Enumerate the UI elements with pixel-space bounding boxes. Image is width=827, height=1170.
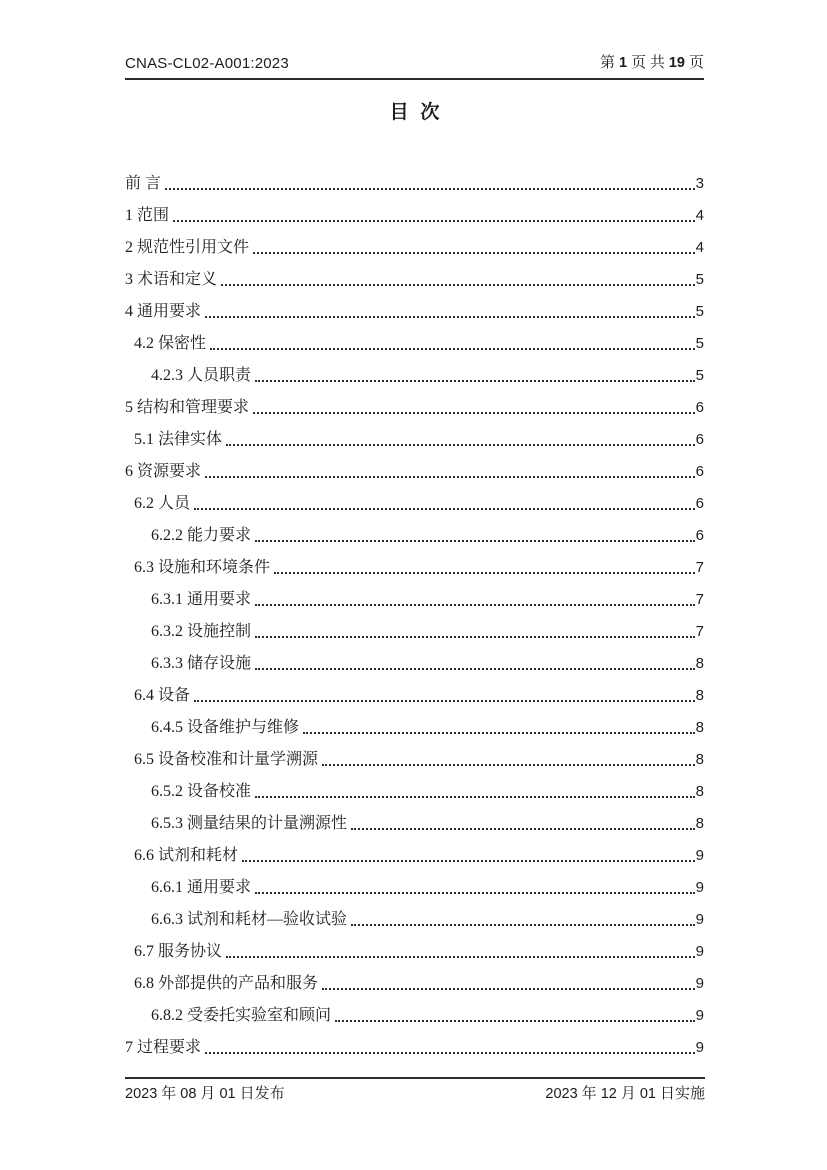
release-year: 2023 [125, 1086, 158, 1102]
toc-leader-dots [253, 252, 695, 254]
implement-year-unit: 年 [581, 1086, 597, 1102]
toc-leader-dots [255, 796, 695, 798]
toc-entry-page: 9 [695, 1039, 704, 1056]
toc-entry [125, 642, 704, 674]
current-page-number: 1 [619, 55, 628, 71]
toc-entry [125, 194, 704, 226]
document-code: CNAS-CL02-A001:2023 [125, 55, 289, 72]
toc-leader-dots [165, 188, 695, 190]
toc-leader-dots [221, 284, 695, 286]
toc-entry-title: 4.2.3 人员职责 [151, 367, 252, 384]
toc-entry-title: 6.3 设施和环境条件 [134, 559, 271, 576]
toc-entry-title: 3 术语和定义 [125, 271, 218, 288]
toc-leader-dots [253, 412, 695, 414]
toc-entry-title: 6.4 设备 [134, 687, 191, 704]
page-title: 目 次 [389, 102, 440, 123]
toc-entry-title: 6.6.3 试剂和耗材—验收试验 [151, 911, 348, 928]
implement-month-unit: 月 [620, 1086, 636, 1102]
toc-entry [125, 386, 704, 418]
toc-entry-page: 9 [695, 943, 704, 960]
toc-entry [125, 834, 704, 866]
toc-entry [125, 514, 704, 546]
toc-entry [125, 322, 704, 354]
toc-leader-dots [255, 892, 695, 894]
toc-entry-page: 4 [695, 239, 704, 256]
toc-entry [125, 450, 704, 482]
toc-entry-page: 6 [695, 463, 704, 480]
release-date [125, 1085, 285, 1103]
toc-entry-page: 7 [695, 623, 704, 640]
toc-entry [125, 162, 704, 194]
toc-entry-page: 9 [695, 879, 704, 896]
page-header [125, 55, 704, 80]
toc-leader-dots [205, 316, 695, 318]
toc-entry-title: 6.6 试剂和耗材 [134, 847, 239, 864]
toc-entry [125, 354, 704, 386]
page-indicator-prefix: 第 [599, 55, 615, 71]
page-indicator-infix: 页 共 [631, 55, 665, 71]
toc-entry-page: 7 [695, 559, 704, 576]
toc-entry [125, 930, 704, 962]
toc-entry-title: 6.3.2 设施控制 [151, 623, 252, 640]
toc-leader-dots [255, 540, 695, 542]
toc-entry [125, 482, 704, 514]
toc-entry-title: 1 范围 [125, 207, 170, 224]
toc-leader-dots [351, 924, 695, 926]
toc-entry [125, 898, 704, 930]
toc-entry-title: 6.8 外部提供的产品和服务 [134, 975, 319, 992]
total-page-number: 19 [668, 55, 685, 71]
toc-leader-dots [194, 700, 695, 702]
toc-entry-page: 8 [695, 687, 704, 704]
toc-entry-title: 6.3.1 通用要求 [151, 591, 252, 608]
toc-leader-dots [226, 444, 695, 446]
release-month-unit: 月 [200, 1086, 216, 1102]
toc-entry [125, 770, 704, 802]
toc-entry-page: 8 [695, 751, 704, 768]
implement-day-suffix: 日实施 [659, 1086, 705, 1102]
toc-leader-dots [255, 380, 695, 382]
toc-entry [125, 738, 704, 770]
release-month: 08 [180, 1086, 197, 1102]
toc-entry [125, 706, 704, 738]
toc-entry [125, 674, 704, 706]
page-number-indicator [600, 55, 704, 72]
toc-entry-page: 7 [695, 591, 704, 608]
toc-entry [125, 258, 704, 290]
implement-month: 12 [600, 1086, 617, 1102]
toc-entry-title: 4.2 保密性 [134, 335, 207, 352]
toc-entry-page: 8 [695, 815, 704, 832]
toc-entry-page: 5 [695, 367, 704, 384]
toc-entry [125, 290, 704, 322]
toc-entry-title: 6.8.2 受委托实验室和顾问 [151, 1007, 332, 1024]
toc-leader-dots [322, 764, 695, 766]
implement-day: 01 [639, 1086, 656, 1102]
toc-leader-dots [173, 220, 695, 222]
toc-leader-dots [210, 348, 695, 350]
toc-entry-page: 8 [695, 783, 704, 800]
toc-entry [125, 610, 704, 642]
toc-leader-dots [274, 572, 695, 574]
toc-entry-title: 6.5.2 设备校准 [151, 783, 252, 800]
toc-entry-page: 5 [695, 335, 704, 352]
toc-entry-page: 8 [695, 719, 704, 736]
toc-entry-page: 6 [695, 495, 704, 512]
toc-entry-page: 5 [695, 271, 704, 288]
toc-entry [125, 546, 704, 578]
release-day-suffix: 日发布 [239, 1086, 285, 1102]
toc-leader-dots [322, 988, 695, 990]
toc-entry-page: 9 [695, 911, 704, 928]
toc-leader-dots [255, 604, 695, 606]
implement-year: 2023 [545, 1086, 578, 1102]
toc-entry-page: 8 [695, 655, 704, 672]
toc-leader-dots [205, 476, 695, 478]
toc-leader-dots [205, 1052, 695, 1054]
toc-entry [125, 994, 704, 1026]
toc-entry-title: 5 结构和管理要求 [125, 399, 250, 416]
toc-entry-title: 6.3.3 储存设施 [151, 655, 252, 672]
toc-entry-page: 3 [695, 175, 704, 192]
page-indicator-suffix: 页 [688, 55, 704, 71]
toc-entry [125, 866, 704, 898]
toc-entry-title: 6.4.5 设备维护与维修 [151, 719, 300, 736]
toc-entry [125, 578, 704, 610]
release-day: 01 [219, 1086, 236, 1102]
toc-entry-title: 2 规范性引用文件 [125, 239, 250, 256]
toc-list [125, 162, 704, 1058]
toc-entry-page: 5 [695, 303, 704, 320]
toc-leader-dots [255, 668, 695, 670]
toc-leader-dots [335, 1020, 695, 1022]
toc-entry-title: 6.5 设备校准和计量学溯源 [134, 751, 319, 768]
toc-entry-title: 6.5.3 测量结果的计量溯源性 [151, 815, 348, 832]
toc-leader-dots [255, 636, 695, 638]
toc-entry-title: 6.2 人员 [134, 495, 191, 512]
toc-entry-page: 4 [695, 207, 704, 224]
toc-leader-dots [303, 732, 695, 734]
toc-entry [125, 226, 704, 258]
release-year-unit: 年 [161, 1086, 177, 1102]
toc-entry-title: 6.2.2 能力要求 [151, 527, 252, 544]
toc-entry-page: 9 [695, 975, 704, 992]
toc-leader-dots [194, 508, 695, 510]
toc-entry-page: 6 [695, 399, 704, 416]
toc-entry-page: 6 [695, 431, 704, 448]
page-footer [125, 1077, 705, 1103]
toc-entry-title: 6 资源要求 [125, 463, 202, 480]
toc-entry [125, 418, 704, 450]
implement-date [545, 1085, 705, 1103]
toc-entry-title: 前 言 [125, 175, 162, 192]
toc-entry-title: 6.7 服务协议 [134, 943, 223, 960]
toc-entry-title: 7 过程要求 [125, 1039, 202, 1056]
toc-entry [125, 1026, 704, 1058]
toc-entry [125, 962, 704, 994]
toc-entry-title: 4 通用要求 [125, 303, 202, 320]
toc-entry [125, 802, 704, 834]
toc-entry-page: 9 [695, 1007, 704, 1024]
toc-entry-title: 5.1 法律实体 [134, 431, 223, 448]
toc-entry-page: 9 [695, 847, 704, 864]
toc-leader-dots [242, 860, 695, 862]
toc-leader-dots [226, 956, 695, 958]
toc-leader-dots [351, 828, 695, 830]
toc-entry-page: 6 [695, 527, 704, 544]
toc-entry-title: 6.6.1 通用要求 [151, 879, 252, 896]
